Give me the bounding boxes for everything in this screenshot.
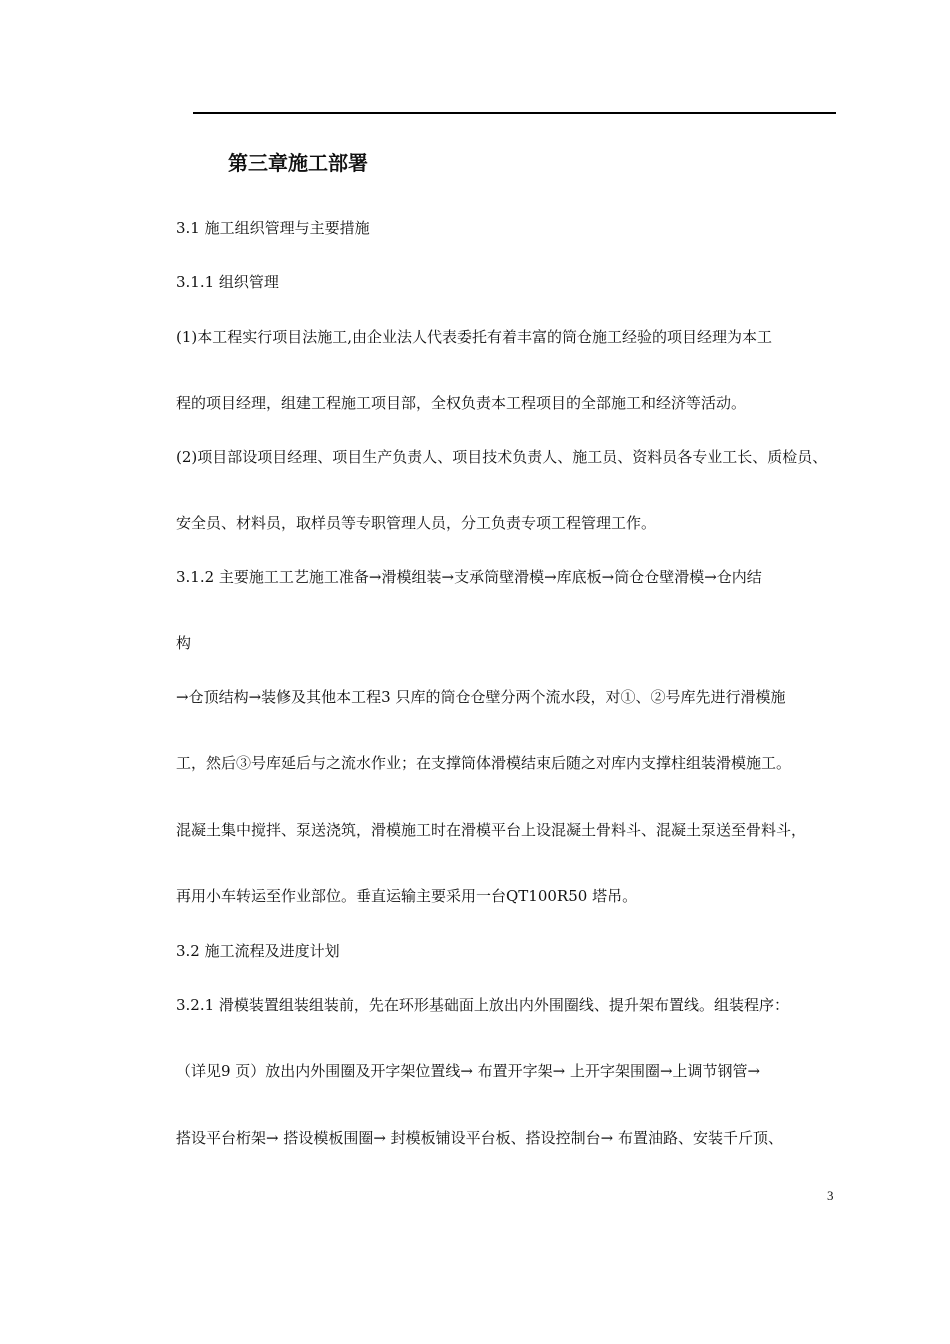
paragraph-line: 程的项目经理，组建工程施工项目部，全权负责本工程项目的全部施工和经济等活动。 — [176, 394, 747, 412]
page-number: 3 — [827, 1188, 834, 1203]
section-heading: 3.1 施工组织管理与主要措施 — [176, 219, 370, 237]
paragraph-line: 混凝土集中搅拌、泵送浇筑，滑模施工时在滑模平台上设混凝土骨料斗、混凝土泵送至骨料斗， — [176, 821, 807, 839]
paragraph-line: 3.2.1 滑模装置组装组装前，先在环形基础面上放出内外围圈线、提升架布置线。组装程序： — [176, 996, 789, 1014]
subsection-heading: 3.1.1 组织管理 — [176, 273, 279, 291]
paragraph-line: 再用小车转运至作业部位。垂直运输主要采用一台QT100R50 塔吊。 — [176, 887, 638, 905]
paragraph-line: 3.1.2 主要施工工艺施工准备→滑模组装→支承筒壁滑模→库底板→筒仓仓壁滑模→仓内结 — [176, 568, 762, 586]
paragraph-line: 构 — [176, 634, 192, 652]
paragraph-line: (2)项目部设项目经理、项目生产负责人、项目技术负责人、施工员、资料员各专业工长、质检员、 — [176, 448, 828, 466]
paragraph-line: 安全员、材料员，取样员等专职管理人员，分工负责专项工程管理工作。 — [176, 514, 657, 532]
section-heading: 3.2 施工流程及进度计划 — [176, 942, 340, 960]
paragraph-line: 搭设平台桁架→ 搭设模板围圈→ 封模板铺设平台板、搭设控制台→ 布置油路、安装千斤顶、 — [176, 1129, 784, 1147]
header-rule — [193, 112, 836, 114]
paragraph-line: →仓顶结构→装修及其他本工程3 只库的筒仓仓壁分两个流水段，对①、②号库先进行滑模施 — [176, 688, 786, 706]
paragraph-line: 工，然后③号库延后与之流水作业；在支撑筒体滑模结束后随之对库内支撑柱组装滑模施工。 — [176, 754, 792, 772]
paragraph-line: (1)本工程实行项目法施工,由企业法人代表委托有着丰富的筒仓施工经验的项目经理为本工 — [176, 328, 773, 346]
chapter-title: 第三章施工部署 — [228, 151, 368, 175]
paragraph-line: （详见9 页）放出内外围圈及开字架位置线→ 布置开字架→ 上开字架围圈→上调节钢管→ — [176, 1062, 761, 1080]
